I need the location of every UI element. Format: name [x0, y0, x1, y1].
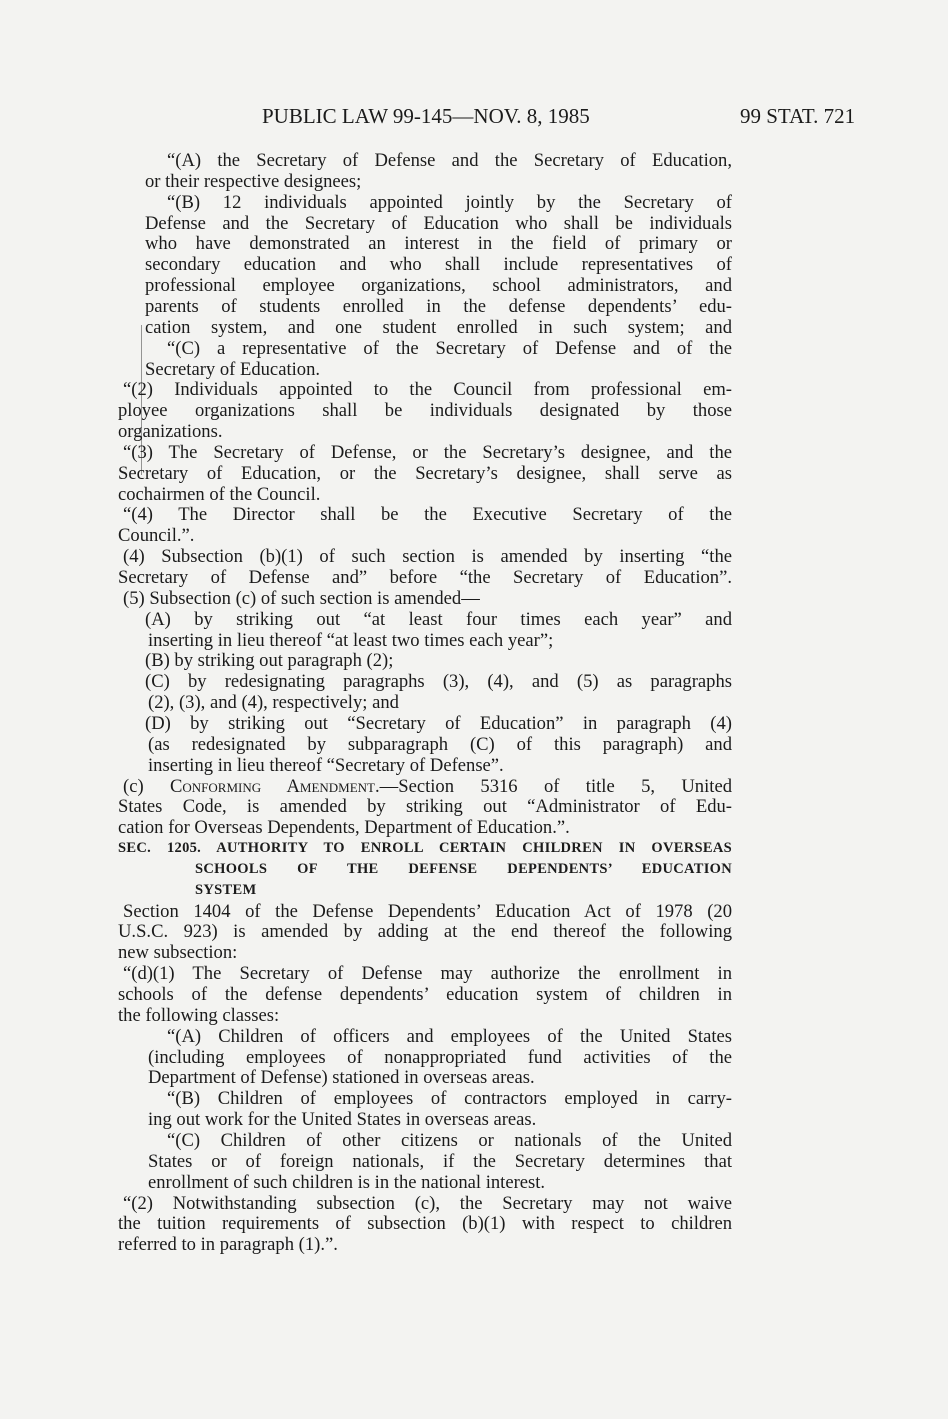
text-line: enrollment of such children is in the national interest. [148, 1171, 546, 1193]
text-line: Secretary of Defense and” before “the Secretary of Education”. [118, 567, 732, 588]
text-line: cochairmen of the Council. [118, 483, 321, 505]
text-line: (D) by striking out “Secretary of Education” in paragraph (4) [145, 712, 732, 734]
text-line: Council.”. [118, 525, 195, 547]
text-line: the following classes: [118, 1004, 280, 1026]
text-line: or their respective designees; [145, 170, 362, 192]
section-heading-line: SYSTEM [195, 881, 257, 898]
text-line: “(A) the Secretary of Defense and the Secretary of Education, [167, 150, 732, 171]
text-line: (A) by striking out “at least four times each year” and [145, 608, 732, 630]
text-line: professional employee organizations, school administrators, and [145, 275, 732, 297]
conforming-heading: Conforming Amendment [170, 775, 376, 797]
text-line: cation system, and one student enrolled in such system; and [145, 316, 732, 338]
text-line: “(B) Children of employees of contractors employed in carry- [167, 1088, 732, 1110]
text-line: “(A) Children of officers and employees of the United States [167, 1025, 732, 1047]
text-line: Defense and the Secretary of Education who shall be individuals [145, 212, 732, 234]
text-line: (as redesignated by subparagraph (C) of this paragraph) and [148, 733, 732, 755]
text-line: Department of Defense) stationed in overseas areas. [148, 1067, 535, 1089]
conforming-prefix: (c) [123, 775, 170, 797]
text-line: “(4) The Director shall be the Executive Secretary of the [123, 504, 732, 526]
text-line: (4) Subsection (b)(1) of such section is amended by inserting “the [123, 546, 732, 568]
text-line: ployee organizations shall be individuals designated by those [118, 400, 732, 422]
section-heading-line: SEC. 1205. AUTHORITY TO ENROLL CERTAIN CHILDREN IN OVERSEAS [118, 840, 732, 857]
text-line: “(2) Notwithstanding subsection (c), the Secretary may not waive [123, 1192, 732, 1214]
text-line: “(C) Children of other citizens or nationals of the United [167, 1129, 732, 1151]
text-line: States Code, is amended by striking out “Administrator of Edu- [118, 796, 732, 818]
text-line: (5) Subsection (c) of such section is amended— [123, 587, 480, 609]
text-line: (C) by redesignating paragraphs (3), (4), and (5) as paragraphs [145, 671, 732, 693]
text-line: (including employees of nonappropriated fund activities of the [148, 1046, 732, 1068]
text-line: the tuition requirements of subsection (b)(1) with respect to children [118, 1213, 732, 1235]
text-line: (B) by striking out paragraph (2); [145, 650, 394, 672]
text-line: referred to in paragraph (1).”. [118, 1234, 338, 1256]
text-line: “(C) a representative of the Secretary of Defense and of the [167, 337, 732, 359]
text-line: inserting in lieu thereof “Secretary of Defense”. [148, 754, 504, 776]
text-line: Secretary of Education, or the Secretary’s designee, shall serve as [118, 462, 732, 484]
text-line: schools of the defense dependents’ education system of children in [118, 984, 732, 1005]
text-line: “(2) Individuals appointed to the Council from professional em- [123, 379, 732, 401]
conforming-amendment-line [123, 776, 732, 797]
text-line: inserting in lieu thereof “at least two times each year”; [148, 629, 554, 651]
running-header-title: PUBLIC LAW 99-145—NOV. 8, 1985 [262, 104, 590, 128]
section-heading-line: SCHOOLS OF THE DEFENSE DEPENDENTS’ EDUCATION [195, 860, 732, 877]
text-line: States or of foreign nationals, if the Secretary determines that [148, 1150, 732, 1172]
text-line: new subsection: [118, 942, 238, 964]
text-line: U.S.C. 923) is amended by adding at the end thereof the following [118, 921, 732, 943]
text-line: (2), (3), and (4), respectively; and [148, 692, 399, 714]
page-reference: 99 STAT. 721 [740, 104, 856, 128]
text-line: organizations. [118, 421, 223, 443]
text-line: parents of students enrolled in the defense dependents’ edu- [145, 295, 732, 317]
text-line: who have demonstrated an interest in the field of primary or [145, 233, 732, 255]
conforming-rest: .—Section 5316 of title 5, United [375, 775, 732, 797]
text-line: secondary education and who shall include representatives of [145, 254, 732, 276]
text-line: “(d)(1) The Secretary of Defense may authorize the enrollment in [123, 963, 732, 985]
text-line: “(3) The Secretary of Defense, or the Secretary’s designee, and the [123, 441, 732, 463]
text-line: Secretary of Education. [145, 358, 321, 380]
text-line: cation for Overseas Dependents, Department of Education.”. [118, 817, 570, 839]
text-line: ing out work for the United States in overseas areas. [148, 1109, 537, 1131]
text-line: Section 1404 of the Defense Dependents’ Education Act of 1978 (20 [123, 900, 732, 922]
text-line: “(B) 12 individuals appointed jointly by the Secretary of [167, 191, 732, 213]
